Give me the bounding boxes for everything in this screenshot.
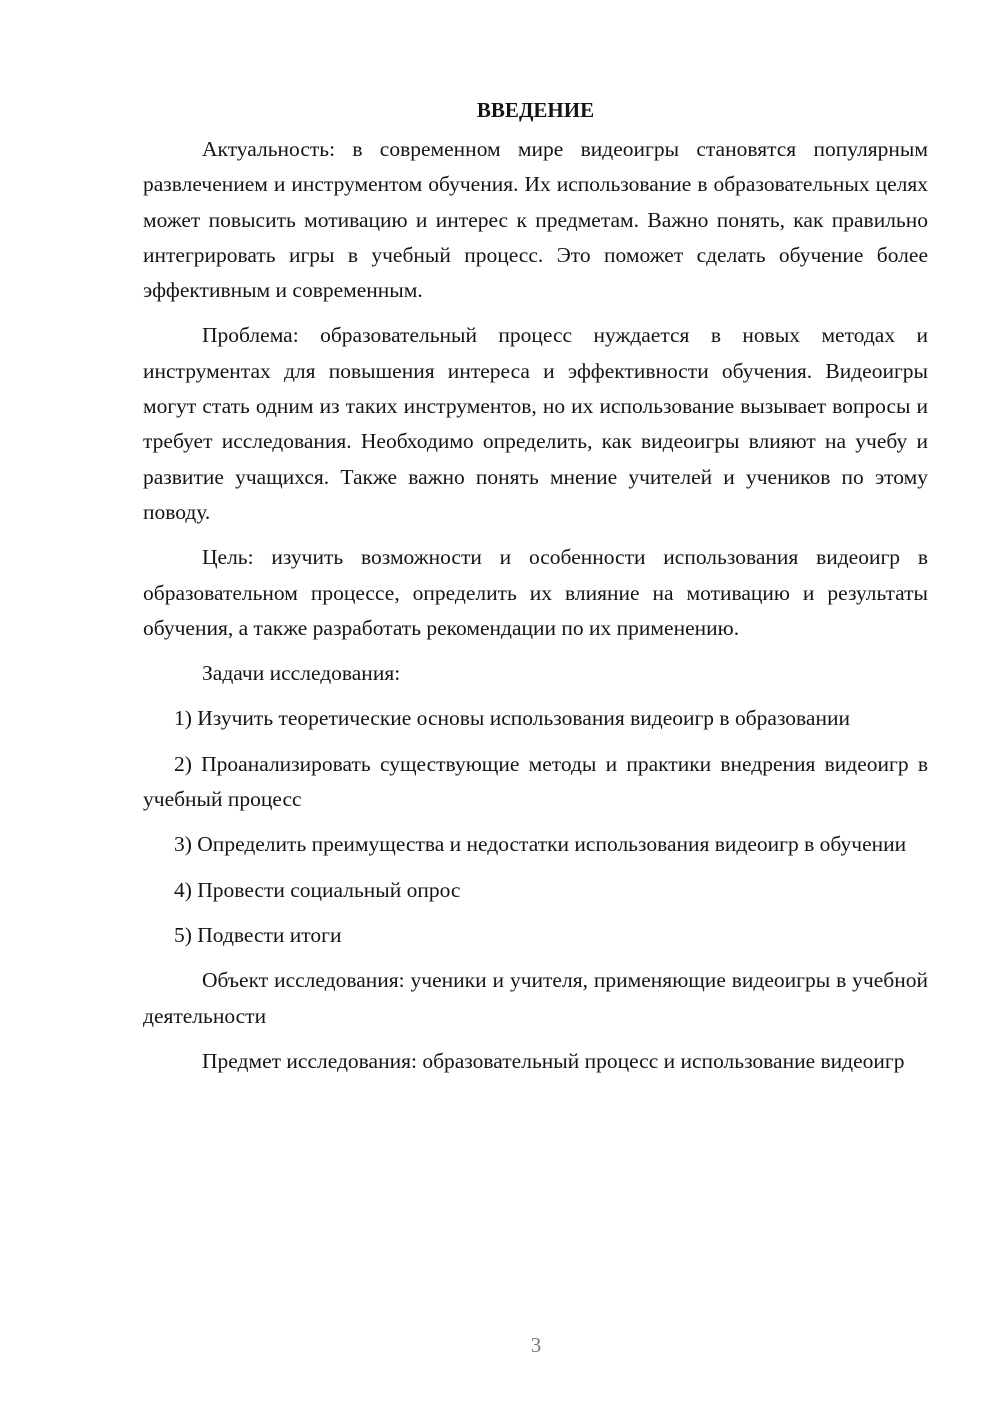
list-item: 3) Определить преимущества и недостатки использования видеоигр в обучении [174,832,907,857]
paragraph-problem: Проблема: образовательный процесс нуждается в новых методах и инструментах для повышения интереса и эффективности обучения. Видеоигры могут стать одним из таких инструментов, но их использование вызывает вопросы и требует исследования. Необходимо определить, как видеоигры влияют на учебу и развитие учащихся. Также важно понять мнение учителей и учеников по этому поводу. [143,323,928,524]
list-item: 5) Подвести итоги [174,922,342,947]
paragraph-object: Объект исследования: ученики и учителя, применяющие видеоигры в учебной деятельности [143,968,928,1028]
tasks-heading: Задачи исследования: [202,661,401,686]
tasks-list [143,701,928,953]
list-item: 4) Провести социальный опрос [174,877,461,902]
paragraph-subject: Предмет исследования: образовательный процесс и использование видеоигр [202,1048,905,1073]
section-heading: ВВЕДЕНИЕ [476,98,595,122]
paragraph-relevance: Актуальность: в современном мире видеоигры становятся популярным развлечением и инструментом обучения. Их использование в образовательных целях может повысить мотивацию и интерес к предметам. Важно понять, как правильно интегрировать игры в учебный процесс. Это поможет сделать обучение более эффективным и современным. [143,137,928,303]
list-item: 1) Изучить теоретические основы использования видеоигр в образовании [174,706,850,731]
document-page [143,92,928,1089]
list-item: 2) Проанализировать существующие методы и практики внедрения видеоигр в учебный процесс [143,751,928,812]
paragraph-goal: Цель: изучить возможности и особенности использования видеоигр в образовательном процессе, определить их влияние на мотивацию и результаты обучения, а также разработать рекомендации по их применению. [143,545,928,640]
page-number: 3 [530,1333,542,1357]
